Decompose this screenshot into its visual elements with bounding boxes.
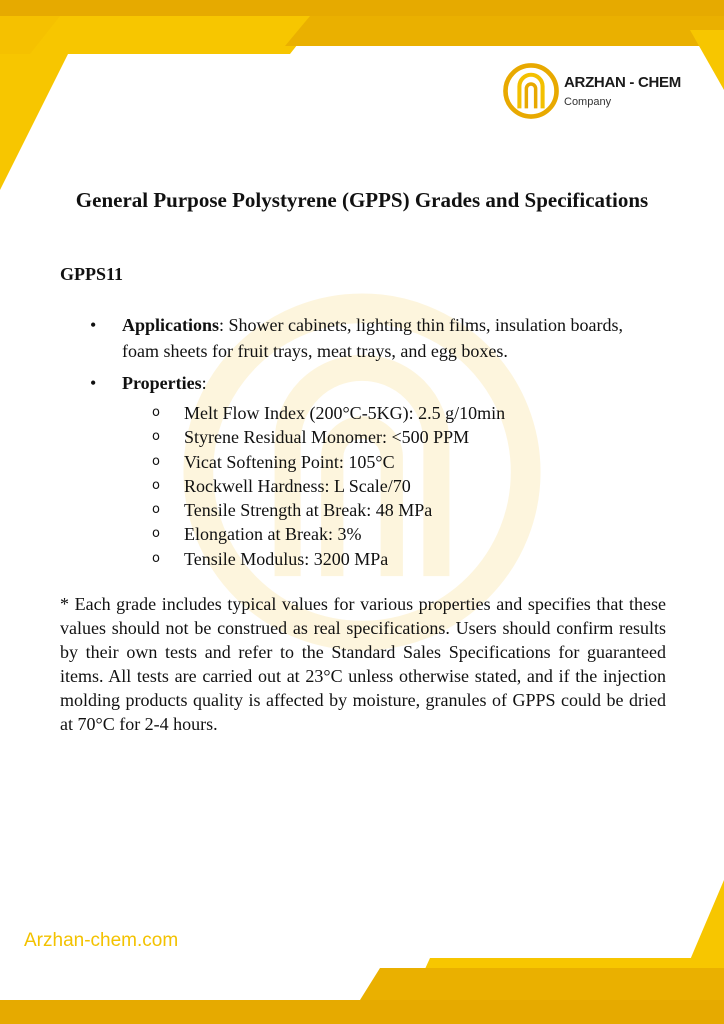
property-item	[152, 474, 612, 498]
circle-bullet-icon: o	[152, 526, 160, 542]
bottom-right-yellow-wedge	[690, 880, 724, 960]
bullet-icon: •	[90, 315, 97, 335]
property-text: Tensile Strength at Break: 48 MPa	[184, 500, 433, 521]
company-logo	[502, 62, 692, 122]
properties-list	[152, 401, 612, 571]
bottom-gold-bar	[0, 1000, 724, 1024]
circle-bullet-icon: o	[152, 453, 160, 469]
properties-item	[90, 370, 650, 396]
circle-bullet-icon: o	[152, 477, 160, 493]
arzhan-logo-icon	[502, 62, 560, 120]
applications-item	[90, 312, 650, 364]
property-text: Rockwell Hardness: L Scale/70	[184, 475, 411, 496]
properties-colon: :	[201, 373, 207, 393]
applications-label: Applications	[122, 315, 220, 335]
applications-text: : Shower cabinets, lighting thin films, insulation boards, foam sheets for fruit trays, meat trays, and egg boxes.	[122, 315, 623, 361]
property-item	[152, 522, 612, 546]
property-item	[152, 547, 612, 571]
circle-bullet-icon: o	[152, 502, 160, 518]
property-item	[152, 450, 612, 474]
property-text: Melt Flow Index (200°C-5KG): 2.5 g/10min	[184, 403, 506, 423]
left-yellow-wedge	[0, 54, 68, 190]
disclaimer-note: * Each grade includes typical values for various properties and specifies that these values should not be construed as real specifications. Users should confirm results by their own tests and refer to the Standard Sales Specifications for guaranteed items. All tests are carried out at 23°C unless otherwise stated, and if the injection molding products quality is affected by moisture, granules of GPPS could be dried at 70°C for 2-4 hours.	[60, 594, 666, 735]
property-text: Elongation at Break: 3%	[184, 524, 362, 545]
bottom-gold-slant	[360, 968, 724, 1000]
circle-bullet-icon: o	[152, 550, 160, 566]
grade-heading: GPPS11	[60, 264, 124, 284]
top-gold-bar	[0, 0, 724, 16]
properties-label: Properties	[122, 373, 202, 393]
footer-website-link[interactable]: Arzhan-chem.com	[24, 930, 179, 951]
top-right-gold-band	[285, 16, 724, 46]
circle-bullet-icon: o	[152, 405, 160, 420]
property-item	[152, 401, 612, 425]
logo-company-subtitle: Company	[564, 96, 612, 108]
grade-details-list	[90, 312, 650, 396]
bullet-icon: •	[90, 373, 97, 393]
property-text: Vicat Softening Point: 105°C	[184, 451, 395, 472]
property-text: Styrene Residual Monomer: <500 PPM	[184, 427, 470, 448]
document-title: General Purpose Polystyrene (GPPS) Grades and Specifications	[75, 188, 649, 212]
property-item	[152, 498, 612, 522]
logo-company-name: ARZHAN - CHEM	[564, 74, 681, 91]
property-item	[152, 425, 612, 449]
circle-bullet-icon: o	[152, 429, 160, 445]
property-text: Tensile Modulus: 3200 MPa	[184, 548, 389, 569]
